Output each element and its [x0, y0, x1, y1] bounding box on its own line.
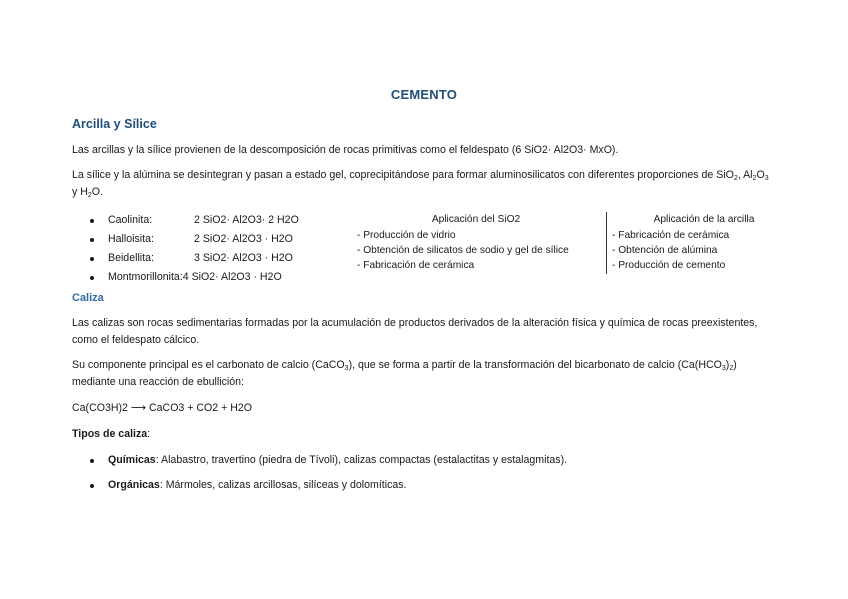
list-item: Orgánicas: Mármoles, calizas arcillosas, silíceas y dolomíticas.	[90, 477, 567, 502]
list-item: - Obtención de silicatos de sodio y gel de sílice	[357, 245, 569, 256]
tipos-heading: Tipos de caliza:	[72, 428, 151, 440]
column-divider	[606, 212, 607, 274]
paragraph-calizas: Las calizas son rocas sedimentarias formadas por la acumulación de productos derivados de la alteración física y química de rocas preexistentes, como el feldespato cálcico.	[72, 317, 758, 346]
heading-arcilla-silice: Arcilla y Sílice	[72, 117, 157, 131]
arcilla-applications-heading: Aplicación de la arcilla	[653, 214, 755, 225]
list-item: Montmorillonita:4 SiO2· Al2O3 · H2O	[90, 268, 299, 287]
list-item: Beidellita: 3 SiO2· Al2O3 · H2O	[90, 249, 299, 268]
list-item: - Obtención de alúmina	[612, 245, 718, 256]
sio2-applications-heading: Aplicación del SiO2	[431, 214, 521, 225]
list-item: - Fabricación de cerámica	[612, 230, 730, 241]
list-item: - Producción de cemento	[612, 260, 726, 271]
page-title: CEMENTO	[390, 87, 458, 102]
minerals-list	[90, 211, 299, 287]
paragraph-arcillas: Las arcillas y la sílice provienen de la descomposición de rocas primitivas como el feldespato (6 SiO2· Al2O3· MxO).	[72, 144, 619, 156]
paragraph-carbonato: Su componente principal es el carbonato de calcio (CaCO$_3$), que se forma a partir de la transformación del bicarbonato de calcio $(Ca(HCO_3)_2)$ mediante una reacción de ebullición:	[72, 359, 737, 388]
heading-caliza: Caliza	[72, 292, 104, 304]
list-item: - Producción de vidrio	[357, 230, 456, 241]
arcilla-applications	[612, 212, 770, 273]
tipos-list	[90, 452, 567, 502]
reaction-equation: Ca(CO3H)2 ⟶ CaCO3 + CO2 + H2O	[72, 402, 253, 414]
list-item: - Fabricación de cerámica	[357, 260, 475, 271]
list-item: Halloisita: 2 SiO2· Al2O3 · H2O	[90, 230, 299, 249]
sio2-applications	[357, 212, 603, 273]
paragraph-silice-alumina: La sílice y la alúmina se desintegran y pasan a estado gel, coprecipitándose para formar aluminosilicatos con diferentes proporciones de SiO$_2$, $Al_2O_3$ y $H_2O$.	[72, 169, 769, 199]
list-item: Caolinita: 2 SiO2· Al2O3· 2 H2O	[90, 211, 299, 230]
list-item: Químicas: Alabastro, travertino (piedra de Tívoli), calizas compactas (estalactitas y estalagmitas).	[90, 452, 567, 477]
